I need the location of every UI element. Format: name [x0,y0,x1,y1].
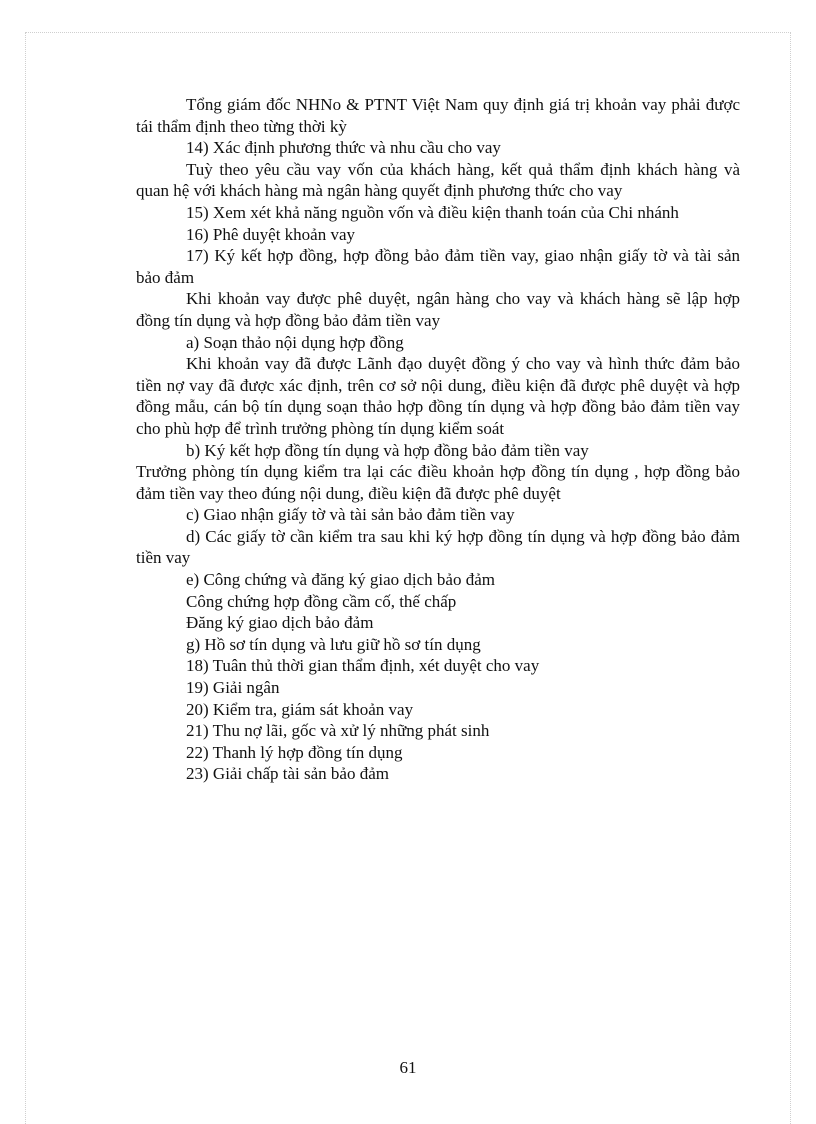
document-body [136,94,740,785]
page-number: 61 [399,1058,417,1077]
subsection-heading-b: b) Ký kết hợp đồng tín dụng và hợp đồng bảo đảm tiền vay [186,440,589,460]
section-heading-22: 22) Thanh lý hợp đồng tín dụng [186,742,403,762]
subsection-heading-d: d) Các giấy tờ cần kiểm tra sau khi ký hợp đồng tín dụng và hợp đồng bảo đảm tiền vay [136,526,740,568]
section-heading-21: 21) Thu nợ lãi, gốc và xử lý những phát sinh [186,721,490,741]
section-heading-14: 14) Xác định phương thức và nhu cầu cho vay [186,138,501,158]
section-heading-18: 18) Tuân thủ thời gian thẩm định, xét duyệt cho vay [186,656,540,676]
section-heading-15: 15) Xem xét khả năng nguồn vốn và điều kiện thanh toán của Chi nhánh [186,202,679,222]
paragraph: Khi khoản vay được phê duyệt, ngân hàng cho vay và khách hàng sẽ lập hợp đồng tín dụng và hợp đồng bảo đảm tiền vay [136,289,740,330]
paragraph: Khi khoản vay đã được Lãnh đạo duyệt đồng ý cho vay và hình thức đảm bảo tiền nợ vay đã được xác định, trên cơ sở nội dung, điều kiện đã được phê duyệt và hợp đồng mẫu, cán bộ tín dụng soạn thảo hợp đồng tín dụng và hợp đồng bảo đảm tiền vay cho phù hợp để trình trưởng phòng tín dụng kiểm soát [136,354,740,438]
paragraph: Đăng ký giao dịch bảo đảm [186,613,374,633]
paragraph: Trưởng phòng tín dụng kiểm tra lại các điều khoản hợp đồng tín dụng , hợp đồng bảo đảm tiền vay theo đúng nội dung, điều kiện đã được phê duyệt [136,462,740,503]
paragraph: Tuỳ theo yêu cầu vay vốn của khách hàng, kết quả thẩm định khách hàng và quan hệ với khách hàng mà ngân hàng quyết định phương thức cho vay [136,159,740,201]
subsection-heading-a: a) Soạn thảo nội dụng hợp đồng [186,332,404,352]
section-heading-19: 19) Giải ngân [186,678,280,698]
section-heading-16: 16) Phê duyệt khoản vay [186,224,356,244]
section-heading-23: 23) Giải chấp tài sản bảo đảm [186,764,389,784]
paragraph: Tổng giám đốc NHNo & PTNT Việt Nam quy định giá trị khoản vay phải được tái thẩm định theo từng thời kỳ [136,95,740,136]
subsection-heading-e: e) Công chứng và đăng ký giao dịch bảo đảm [186,570,495,590]
section-heading-17: 17) Ký kết hợp đồng, hợp đồng bảo đảm tiền vay, giao nhận giấy tờ và tài sản bảo đảm [136,246,740,287]
subsection-heading-g: g) Hồ sơ tín dụng và lưu giữ hồ sơ tín dụng [186,634,481,654]
paragraph: Công chứng hợp đồng cầm cố, thế chấp [186,591,457,611]
section-heading-20: 20) Kiểm tra, giám sát khoản vay [186,699,414,719]
subsection-heading-c: c) Giao nhận giấy tờ và tài sản bảo đảm tiền vay [186,505,515,525]
